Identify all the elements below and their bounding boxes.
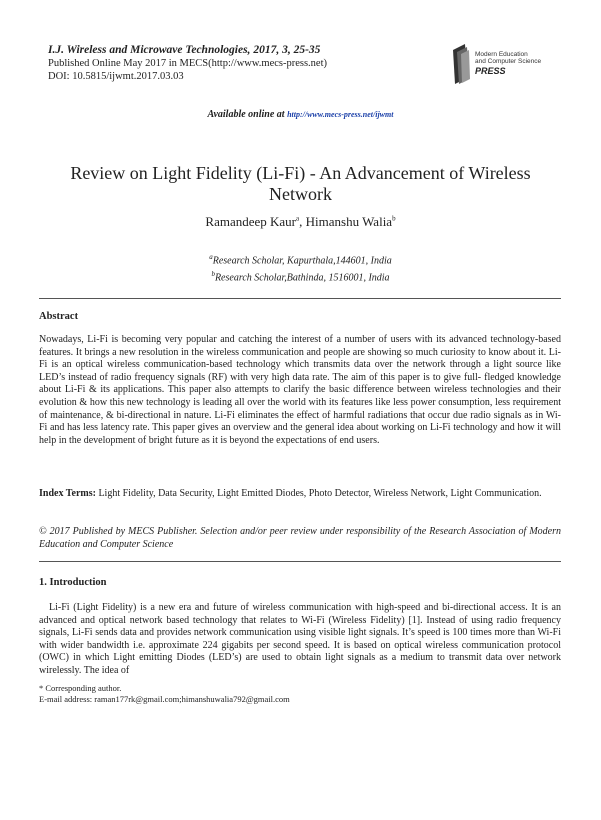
author-separator: , Himanshu Walia [299, 214, 393, 229]
available-label: Available online at [207, 109, 288, 120]
doi: DOI: 10.5815/ijwmt.2017.03.03 [48, 71, 184, 82]
divider-top [39, 298, 561, 299]
logo-line-1: Modern Education [475, 51, 528, 58]
mecs-logo [447, 42, 557, 88]
author-2-sup: b [392, 214, 396, 223]
abstract-text: Nowadays, Li-Fi is becoming very popular and catching the interest of a number of users with its advanced technology-based features. It brings a new resolution in the wireless communication and people are showing so much curiosity to know about it. Li-Fi is an optical wireless communication-based technology which transmits data over the network through a light source like LED’s instead of radio frequency signals (RF) with very high data rate. The aim of this paper is to give full- fledged knowledge about Li-Fi & its applications. This paper also attempts to clarify the basic difference between wireless technologies and their evolution & how this new technology is leading all over the world with its features like less power consumption, less requirement of maintenance, & bi-directional in nature. Li-Fi eliminates the effect of harmful radiations that occur due radio signals as in Wi-Fi and has less latency rate. This paper gives an overview and the general idea about working on Li-Fi technology and how it will help in the development of bright future as it is beyond the expectations of end users. [39, 334, 561, 446]
index-terms [39, 488, 561, 501]
footnote [39, 683, 290, 704]
journal-issue: 2017, 3, 25-35 [250, 44, 321, 56]
author-1-sup: a [296, 214, 300, 223]
journal-name: I.J. Wireless and Microwave Technologies, [48, 44, 251, 56]
corresponding-author: * Corresponding author. [39, 683, 122, 693]
affiliations [0, 251, 601, 285]
introduction-text: Li-Fi (Light Fidelity) is a new era and future of wireless communication with high-speed and bi-directional access. It is an advanced and optical network based technology that relates to Wi-Fi (Wireless Fidelity) [1]. Instead of using radio frequency signals, Li-Fi sends data and provides network communication using visible light signals. It’s speed is 100 times more than Wi-Fi with wider bandwidth i.e. approximate 224 gigabits per second speed. It is based on optical wireless communication protocol (OWC) in which Light emitting Diodes (LED’s) are used to obtain light signals as a medium to transmit data over network wirelessly. The idea of [39, 602, 561, 676]
affiliation-b-text: Research Scholar,Bathinda, 1516001, India [214, 272, 390, 284]
journal-url-link[interactable]: http://www.mecs-press.net/ijwmt [287, 110, 394, 119]
introduction-heading: 1. Introduction [39, 577, 107, 588]
affiliation-a [0, 251, 601, 268]
index-terms-text: Light Fidelity, Data Security, Light Emitted Diodes, Photo Detector, Wireless Network, Light Communication. [95, 488, 542, 499]
available-online [0, 109, 601, 120]
index-terms-label: Index Terms: [39, 488, 96, 499]
affiliation-a-text: Research Scholar, Kapurthala,144601, India [212, 255, 392, 267]
paper-title: Review on Light Fidelity (Li-Fi) - An Advancement of Wireless Network [70, 163, 531, 204]
logo-line-2: and Computer Science [475, 58, 542, 65]
journal-header [48, 44, 327, 83]
divider-bottom [39, 561, 561, 562]
copyright-notice: © 2017 Published by MECS Publisher. Selection and/or peer review under responsibility of the Research Association of Modern Education and Computer Science [39, 526, 561, 550]
affiliation-a-sup: a [209, 253, 213, 261]
affiliation-b [0, 268, 601, 285]
authors [0, 214, 601, 230]
email-address: E-mail address: raman177rk@gmail.com;himanshuwalia792@gmail.com [39, 693, 290, 704]
abstract-heading: Abstract [39, 311, 79, 322]
published-online: Published Online May 2017 in MECS(http://www.mecs-press.net) [48, 58, 328, 69]
author-1: Ramandeep Kaur [205, 214, 297, 229]
logo-line-3: PRESS [475, 66, 506, 76]
affiliation-b-sup: b [211, 269, 215, 278]
book-logo-icon [447, 42, 557, 88]
